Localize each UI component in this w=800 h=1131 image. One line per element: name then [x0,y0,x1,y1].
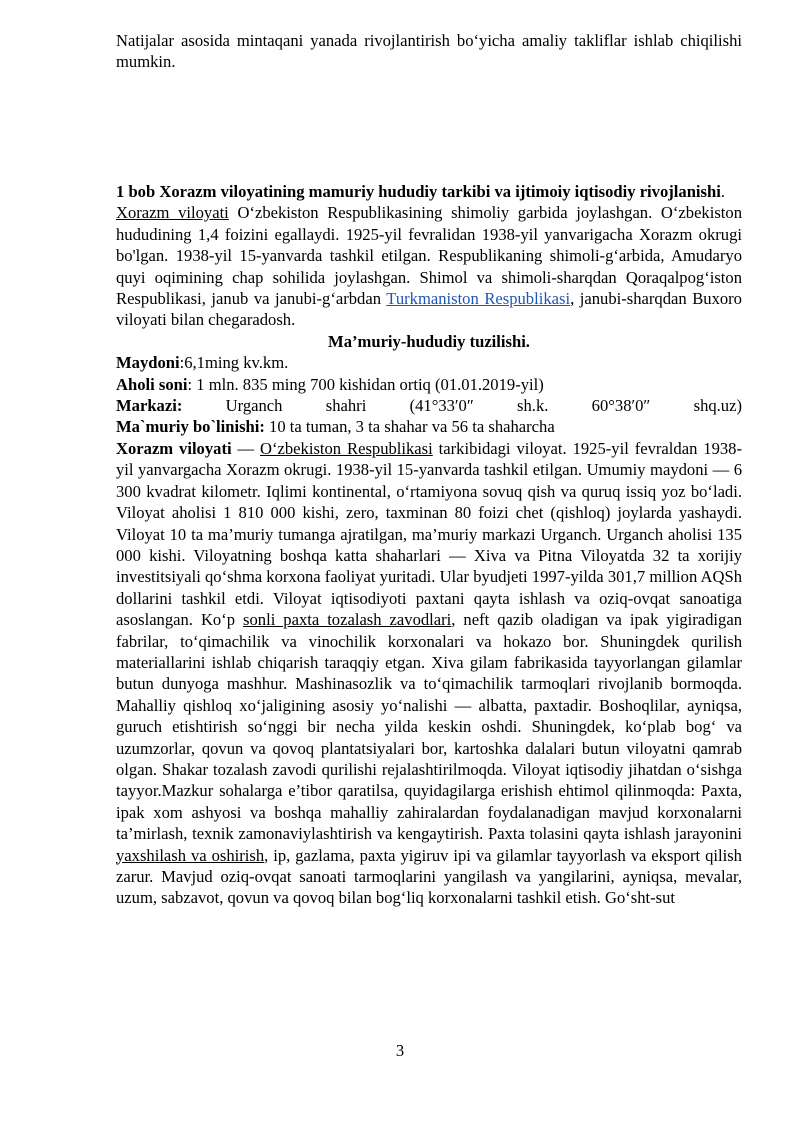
chapter-heading-text: 1 bob Xorazm viloyatining mamuriy hududiy tarkibi va ijtimoiy iqtisodiy rivojlanishi [116,182,721,201]
xorazm-viloyati-link[interactable]: Xorazm viloyati [116,203,229,223]
fact-center-value: Urganch shahri (41°33′0″ sh.k. 60°38′0″ shq.uz) [182,396,742,416]
chapter-heading-tail: . [720,182,725,201]
fact-center [116,395,742,416]
improve-increase-link[interactable]: yaxshilash va oshirish [116,845,265,865]
turkmaniston-link[interactable]: Turkmaniston Respublikasi [386,289,571,309]
region-intro-text-a: O‘zbekiston Respublikasining shimoliy garbida joylashgan. O‘zbekiston hududining 1,4 foizini egallaydi. 1925-yil fevralidan 1938-yil yanvarigacha Xorazm okrugi bo'lgan. 1938-yil 15-yanvarda tashkil etilgan. Respublikaning shimoli-g‘arbida, Amudaryo quyi oqimining chap sohilida joylashgan. Shimol va shimoli-sharqdan Qoraqalpog‘iston Respublikasi, janub va janubi-g‘arbdan [116,203,743,309]
cotton-gins-link[interactable]: sonli paxta tozalash zavodlari [243,610,452,630]
region-economy-text-b: , neft qazib oladigan va ipak yigiradigan fabrilar, to‘qimachilik va vinochilik korxonalari va hokazo bor. Shuningdek qurilish materiallarini ishlab chiqarish taraqqiy etgan. Xiva gilam fabrikasida tayyorlangan gilamlar butun dunyoga mashhur. Mashinasozlik va to‘qimachilik tarmoqlari rivojlanib bormoqda. Mahalliy qishloq xo‘jaligining asosiy yo‘nalishi — albatta, paxtadir. Boshoqlilar, ayniqsa, guruch etishtirish so‘nggi bir necha yilda keskin oshdi. Shuningdek, ko‘plab bog‘ va uzumzorlar, qovun va qovoq plantatsiyalari bor, kartoshka dalalari butun viloyatni qamrab olgan. Shakar tozalash zavodi qurilishi rejalashtirilmoqda. Viloyat iqtisodiy jihatdan o‘sishga tayyor.Mazkur sohalarga e’tibor qaratilsa, quyidagilarga erishish ehtimol qilinmoqda: Paxta, ipak xom ashyosi va boshqa mahalliy zahiralardan foydalanadigan mavjud korxonalarni ta’mirlash, texnik zamonaviylashtirish va kengaytirish. Paxta tolasini qayta ishlash jarayonini [116,610,742,844]
region-economy-dash: — [231,438,260,458]
intro-section [116,30,742,73]
region-economy-text-a: tarkibidagi viloyat. 1925-yil fevraldan 1938-yil yanvargacha Xorazm okrugi. 1938-yil 15-yanvarda tashkil etilgan. Umumiy maydoni — 6 300 kvadrat kilometr. Iqlimi kontinental, o‘rtamiyona sovuq qish va quruq issiq yoz bo‘ladi. Viloyat aholisi 1 810 000 kishi, zero, taxminan 80 foizi chet (qishloq) joylarda yashaydi. Viloyat 10 ta ma’muriy tumanga ajratilgan, ma’muriy markazi Urganch. Urganch aholisi 135 000 kishi. Viloyatning boshqa katta shaharlari — Xiva va Pitna Viloyatda 32 ta xorijiy investitsiyali qo‘shma korxona faoliyat yuritadi. Ular byudjeti 1997-yilda 301,7 million AQSh dollarini tashkil etdi. Viloyat iqtisodiyoti paxtani qayta ishlash va oziq-ovqat sanoatiga asoslangan. Ko‘p [116,438,742,630]
region-economy-text-c: , ip, gazlama, paxta yigiruv ipi va gilamlar tayyorlash va eksport qilish zarur. Mavjud oziq-ovqat sanoati tarmoqlarini yangilash va yangilarini, ayniqsa, mevalar, uzum, sabzavot, qovun va qovoq bilan bog‘liq korxonalarni tashkil etish. Go‘sht-sut [116,845,742,908]
fact-division-label: Ma`muriy bo`linishi: [116,417,265,437]
uzbekistan-republic-link[interactable]: O‘zbekiston Respublikasi [260,438,433,458]
fact-division [116,416,742,437]
intro-paragraph: Natijalar asosida mintaqani yanada rivojlantirish bo‘yicha amaliy takliflar ishlab chiqilishi mumkin. [116,31,742,72]
fact-division-value: 10 ta tuman, 3 ta shahar va 56 ta shaharcha [264,417,555,437]
fact-area-value: :6,1ming kv.km. [179,353,289,373]
region-intro-text-b: , janubi-sharqdan Buxoro viloyati bilan chegaradosh. [116,289,742,330]
region-economy-paragraph [116,438,742,909]
fact-population-label: Aholi soni [116,374,188,394]
fact-population-value: : 1 mln. 835 ming 700 kishidan ortiq (01.01.2019-yil) [187,374,544,394]
chapter-section [116,181,742,909]
fact-area-label: Maydoni [116,353,180,373]
region-intro-paragraph [116,202,742,330]
fact-center-label: Markazi: [116,396,183,416]
admin-structure-heading: Ma’muriy-hududiy tuzilishi. [328,331,530,351]
page-number: 3 [395,1041,405,1060]
region-economy-bold-start: Xorazm viloyati [116,438,232,458]
chapter-heading [116,181,742,202]
fact-population [116,374,742,395]
fact-area [116,352,742,373]
